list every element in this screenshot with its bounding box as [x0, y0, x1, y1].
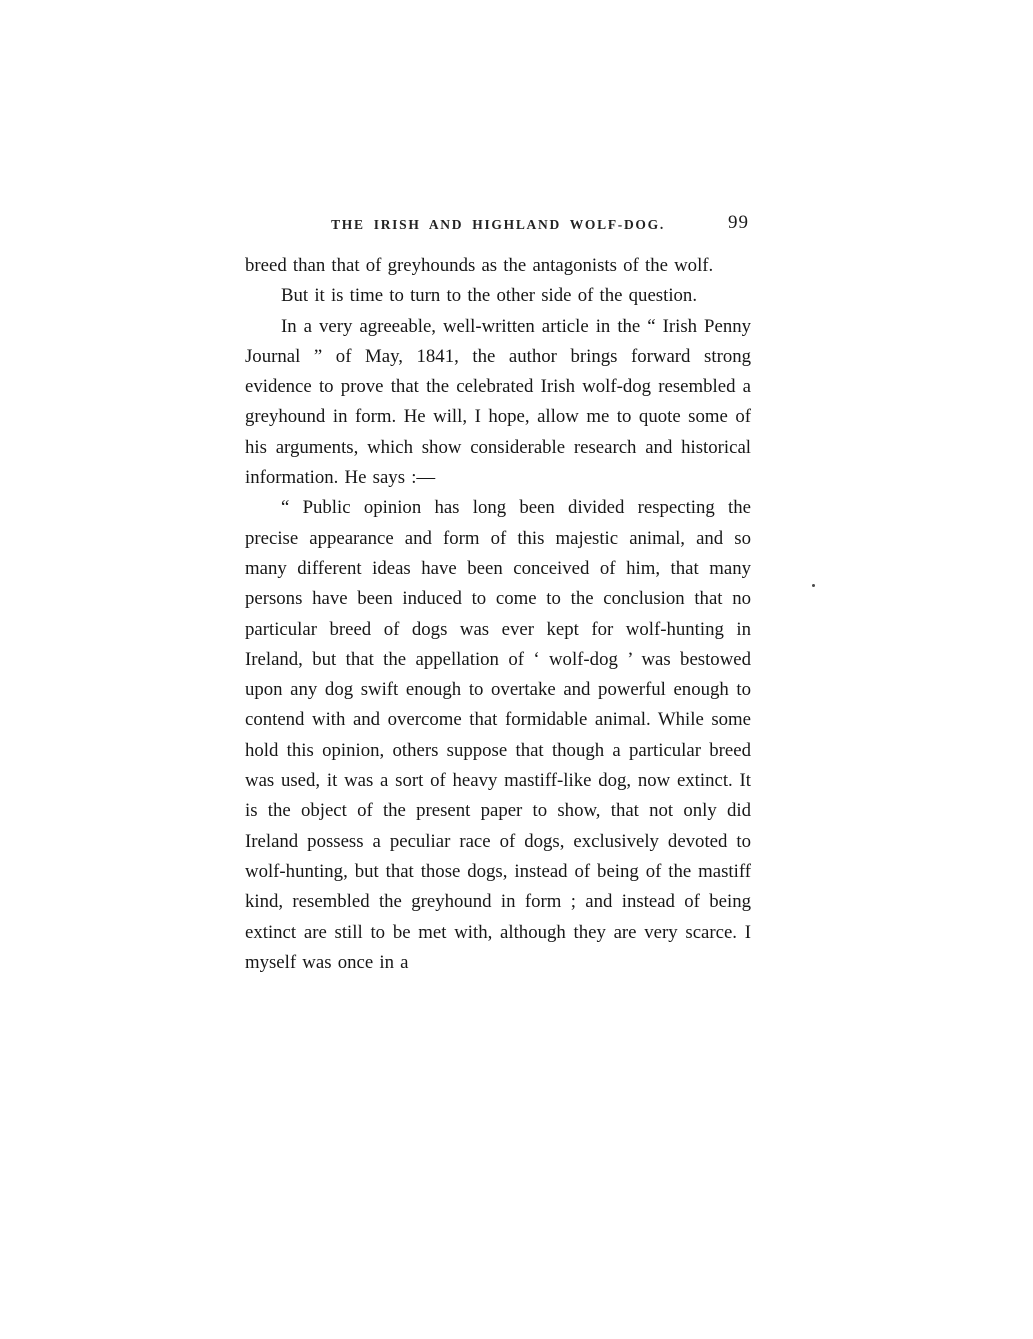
page-text: [245, 251, 751, 978]
running-title: THE IRISH AND HIGHLAND WOLF-DOG.: [331, 217, 665, 232]
page-number: 99: [728, 212, 749, 233]
running-head: [245, 212, 751, 236]
scan-artifact-dot: [812, 584, 815, 587]
paragraph-continuation: breed than that of greyhounds as the antagonists of the wolf.: [245, 255, 714, 276]
paragraph-quotation: “ Public opinion has long been divided respecting the precise appearance and form of this majestic animal, and so many different ideas have been conceived of him, that many persons have been induced to come to the conclusion that no particular breed of dogs was ever kept for wolf-hunting in Ireland, but that the appellation of ‘ wolf-dog ’ was bestowed upon any dog swift enough to overtake and powerful enough to contend with and overcome that formidable animal. While some hold this opinion, others suppose that though a particular breed was used, it was a sort of heavy mastiff-like dog, now extinct. It is the object of the present paper to show, that not only did Ireland possess a peculiar race of dogs, exclusively devoted to wolf-hunting, but that those dogs, instead of being of the mastiff kind, resembled the greyhound in form ; and instead of being extinct are still to be met with, although they are very scarce. I myself was once in a: [245, 497, 751, 973]
paragraph: But it is time to turn to the other side of the question.: [281, 285, 698, 307]
paragraph: In a very agreeable, well-written article in the “ Irish Penny Journal ” of May, 1841, the author brings forward strong evidence to prove that the celebrated Irish wolf-dog resembled a greyhound in form. He will, I hope, allow me to quote some of his arguments, which show considerable research and historical information. He says :—: [245, 315, 751, 489]
